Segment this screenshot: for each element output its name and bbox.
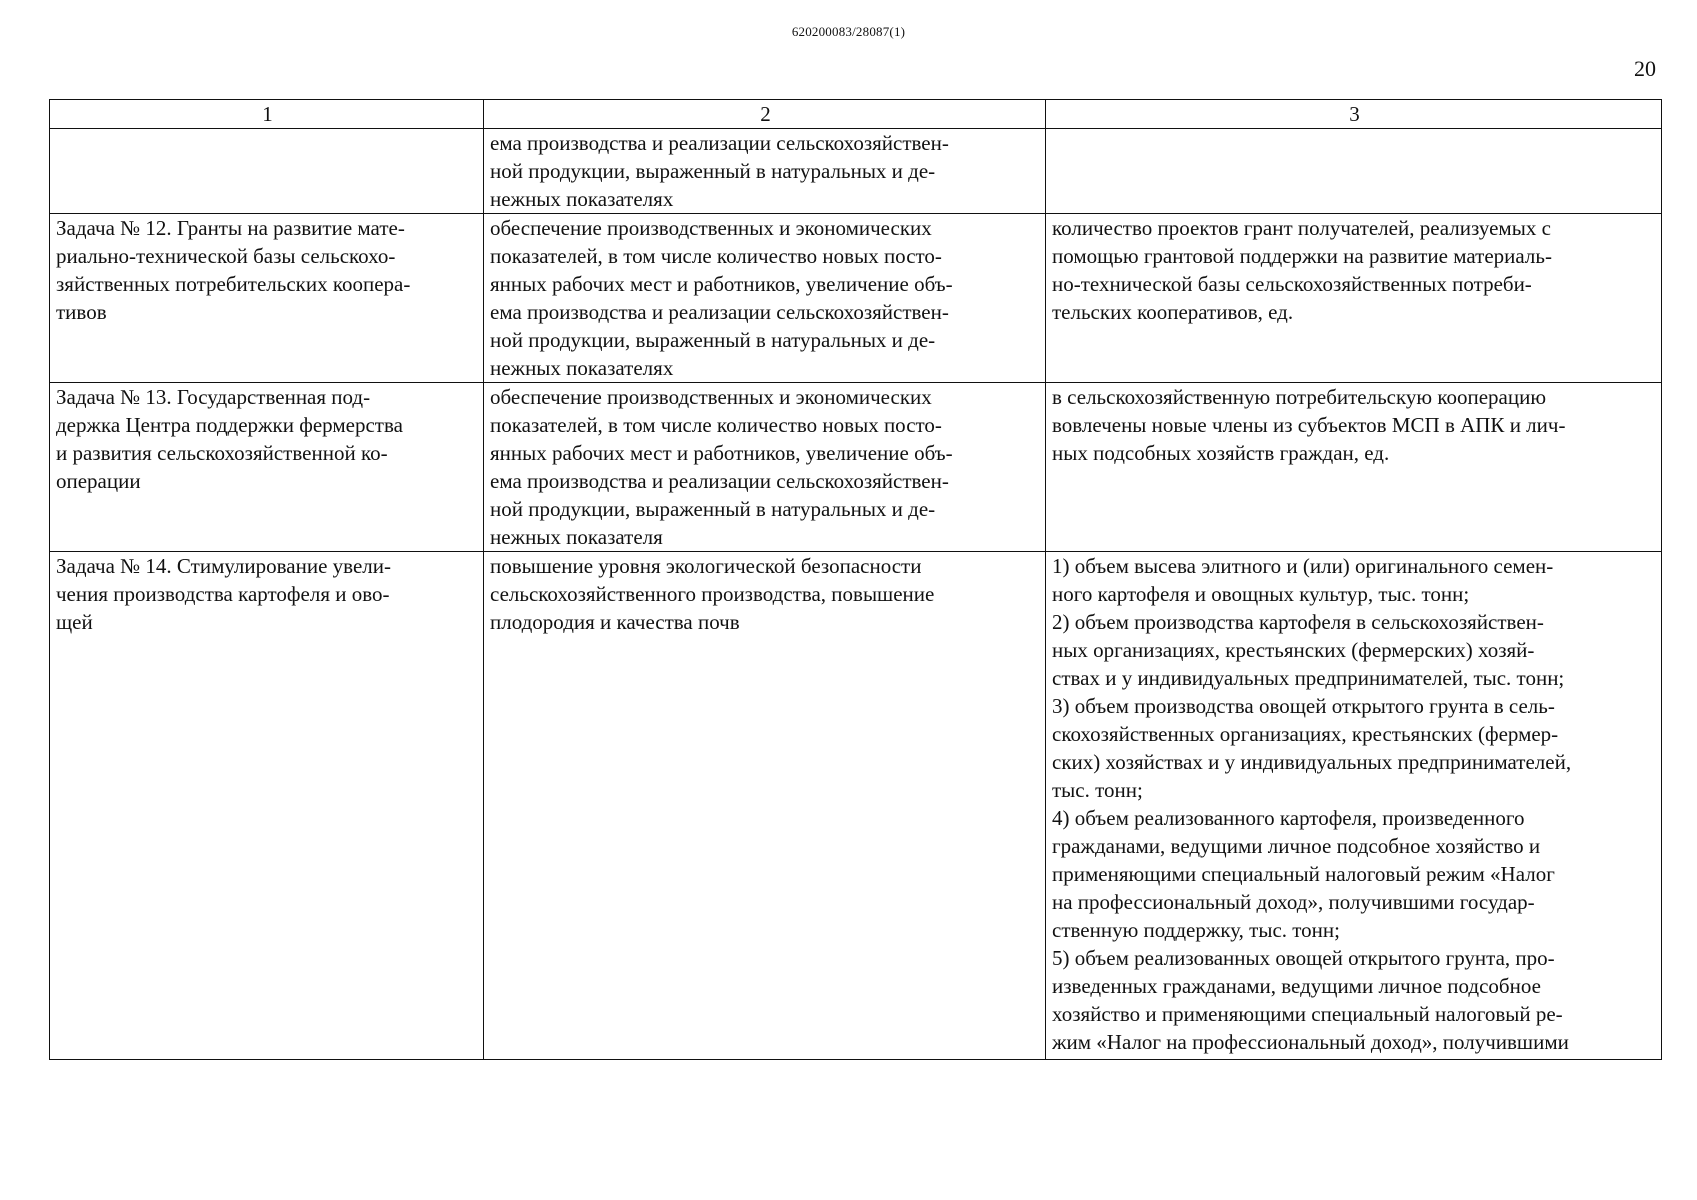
result-cell bbox=[484, 214, 1046, 383]
indicator-text: 1) объем высева элитного и (или) оригинального семен- ного картофеля и овощных культур, тыс. тонн; 2) объем производства картофеля в сельскохозяйствен- ных организациях, крестьянских (фермерских) хозяй- ствах и у индивидуальных предпринимателей, тыс. тонн; 3) объем производства овощей открытого грунта в сель- скохозяйственных организациях, крестьянских (фермер- ских) хозяйствах и у индивидуальных предпринимателей, тыс. тонн; 4) объем реализованного картофеля, произведенного гражданами, ведущими личное подсобное хозяйство и применяющими специальный налоговый режим «Налог на профессиональный доход», получившими государ- ственную поддержку, тыс. тонн; 5) объем реализованных овощей открытого грунта, про- изведенных гражданами, ведущими личное подсобное хозяйство и применяющими специальный налоговый ре- жим «Налог на профессиональный доход», получившими bbox=[1052, 554, 1572, 1054]
page-number: 20 bbox=[1634, 56, 1656, 81]
result-text: ема производства и реализации сельскохозяйствен- ной продукции, выраженный в натуральных и де- нежных показателях bbox=[490, 131, 949, 211]
task-cell bbox=[50, 552, 484, 1060]
column-number-row bbox=[50, 100, 1662, 129]
result-text: повышение уровня экологической безопасности сельскохозяйственного производства, повышение плодородия и качества почв bbox=[490, 554, 935, 634]
document-id: 620200083/28087(1) bbox=[791, 24, 906, 39]
indicator-cell bbox=[1046, 129, 1662, 214]
result-cell bbox=[484, 552, 1046, 1060]
task-cell bbox=[50, 214, 484, 383]
task-cell bbox=[50, 129, 484, 214]
result-cell bbox=[484, 383, 1046, 552]
table-row-continuation bbox=[50, 129, 1662, 214]
indicator-cell bbox=[1046, 383, 1662, 552]
column-header-1: 1 bbox=[50, 100, 484, 129]
indicator-cell bbox=[1046, 214, 1662, 383]
column-header-2: 2 bbox=[484, 100, 1046, 129]
task-cell bbox=[50, 383, 484, 552]
indicator-cell bbox=[1046, 552, 1662, 1060]
result-text: обеспечение производственных и экономических показателей, в том числе количество новых посто- янных рабочих мест и работников, увеличение объ- ема производства и реализации сельскохозяйствен- ной продукции, выраженный в натуральных и де- нежных показателях bbox=[490, 216, 953, 380]
column-header-3: 3 bbox=[1046, 100, 1662, 129]
task-text: Задача № 14. Стимулирование увели- чения производства картофеля и ово- щей bbox=[56, 554, 391, 634]
indicator-text: в сельскохозяйственную потребительскую кооперацию вовлечены новые члены из субъектов МСП в АПК и лич- ных подсобных хозяйств граждан, ед. bbox=[1052, 385, 1566, 465]
result-text: обеспечение производственных и экономических показателей, в том числе количество новых посто- янных рабочих мест и работников, увеличение объ- ема производства и реализации сельскохозяйствен- ной продукции, выраженный в натуральных и де- нежных показателя bbox=[490, 385, 953, 549]
table-row-task-12 bbox=[50, 214, 1662, 383]
table-row-task-14 bbox=[50, 552, 1662, 1060]
result-cell bbox=[484, 129, 1046, 214]
task-text: Задача № 12. Гранты на развитие мате- риально-технической базы сельскохо- зяйственных потребительских коопера- тивов bbox=[56, 216, 411, 324]
task-text: Задача № 13. Государственная под- держка Центра поддержки фермерства и развития сельскохозяйственной ко- операции bbox=[56, 385, 403, 493]
table-row-task-13 bbox=[50, 383, 1662, 552]
program-tasks-table bbox=[49, 99, 1662, 1060]
indicator-text: количество проектов грант получателей, реализуемых с помощью грантовой поддержки на развитие материаль- но-технической базы сельскохозяйственных потреби- тельских кооперативов, ед. bbox=[1052, 216, 1552, 324]
